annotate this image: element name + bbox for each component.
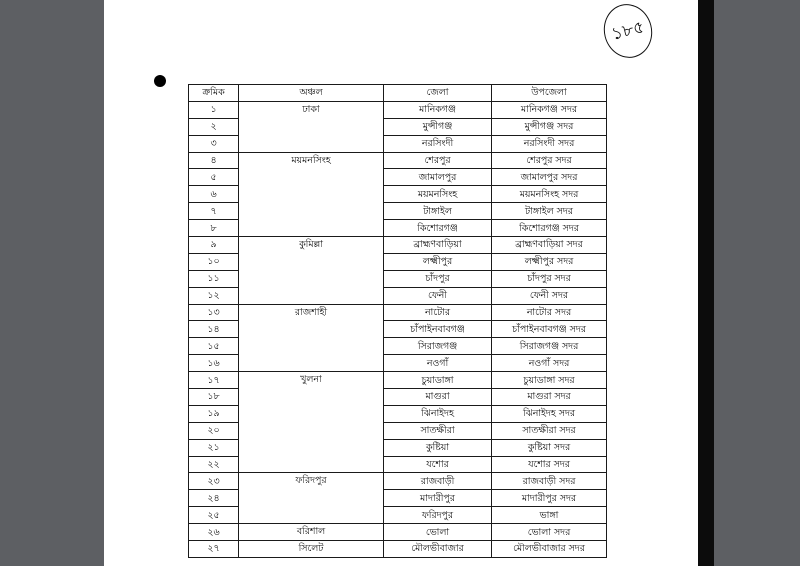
district-cell: যশোর [384,456,492,473]
upazila-cell: চুয়াডাঙ্গা সদর [492,372,607,389]
district-cell: মাদারীপুর [384,490,492,507]
serial-cell: ৪ [189,152,239,169]
district-cell: নরসিংদী [384,135,492,152]
upazila-cell: ভাঙ্গা [492,507,607,524]
district-cell: ফরিদপুর [384,507,492,524]
region-cell: বরিশাল [239,524,384,541]
serial-cell: ১৬ [189,355,239,372]
table-row [189,372,607,389]
upazila-cell: টাঙ্গাইল সদর [492,203,607,220]
district-cell: কিশোরগঞ্জ [384,220,492,237]
upazila-cell: ভোলা সদর [492,524,607,541]
serial-cell: ৯ [189,237,239,254]
district-cell: চুয়াডাঙ্গা [384,372,492,389]
upazila-cell: জামালপুর সদর [492,169,607,186]
table-header-row [189,85,607,102]
district-cell: লক্ষ্মীপুর [384,253,492,270]
district-cell: চাঁদপুর [384,270,492,287]
district-cell: কুষ্টিয়া [384,439,492,456]
upazila-cell: মৌলভীবাজার সদর [492,541,607,558]
upazila-cell: ময়মনসিংহ সদর [492,186,607,203]
district-cell: শেরপুর [384,152,492,169]
serial-cell: ২৫ [189,507,239,524]
serial-cell: ২০ [189,422,239,439]
table-row [189,101,607,118]
header-district: জেলা [384,85,492,102]
upazila-cell: ঝিনাইদহ সদর [492,405,607,422]
serial-cell: ১৪ [189,321,239,338]
district-cell: নওগাঁ [384,355,492,372]
district-cell: মৌলভীবাজার [384,541,492,558]
serial-cell: ২৭ [189,541,239,558]
serial-cell: ১৩ [189,304,239,321]
page-number-stamp: ১৮৫ [598,0,658,63]
upazila-cell: নওগাঁ সদর [492,355,607,372]
table-row [189,237,607,254]
serial-cell: ৩ [189,135,239,152]
upazila-cell: চাঁদপুর সদর [492,270,607,287]
district-cell: সাতক্ষীরা [384,422,492,439]
serial-cell: ১৯ [189,405,239,422]
region-cell: রাজশাহী [239,304,384,372]
district-cell: ফেনী [384,287,492,304]
table-row [189,473,607,490]
upazila-cell: চাঁপাইনবাবগঞ্জ সদর [492,321,607,338]
district-cell: মাগুরা [384,389,492,406]
serial-cell: ২৩ [189,473,239,490]
upazila-cell: মাগুরা সদর [492,389,607,406]
region-cell: ময়মনসিংহ [239,152,384,236]
bullet-mark [154,75,166,87]
region-cell: ঢাকা [239,101,384,152]
table-row [189,541,607,558]
table-row [189,524,607,541]
serial-cell: ১১ [189,270,239,287]
serial-cell: ২৬ [189,524,239,541]
district-cell: মানিকগঞ্জ [384,101,492,118]
serial-cell: ১২ [189,287,239,304]
region-cell: সিলেট [239,541,384,558]
district-cell: ভোলা [384,524,492,541]
district-cell: জামালপুর [384,169,492,186]
serial-cell: ১৮ [189,389,239,406]
upazila-cell: ফেনী সদর [492,287,607,304]
serial-cell: ২১ [189,439,239,456]
district-upazila-table [188,84,607,558]
upazila-cell: নরসিংদী সদর [492,135,607,152]
serial-cell: ২৪ [189,490,239,507]
serial-cell: ১৭ [189,372,239,389]
district-cell: ময়মনসিংহ [384,186,492,203]
district-cell: টাঙ্গাইল [384,203,492,220]
serial-cell: ৭ [189,203,239,220]
district-cell: ব্রাহ্মণবাড়িয়া [384,237,492,254]
serial-cell: ২ [189,118,239,135]
district-cell: নাটোর [384,304,492,321]
serial-cell: ৫ [189,169,239,186]
region-cell: ফরিদপুর [239,473,384,524]
serial-cell: ১০ [189,253,239,270]
upazila-cell: ব্রাহ্মণবাড়িয়া সদর [492,237,607,254]
upazila-cell: যশোর সদর [492,456,607,473]
serial-cell: ১৫ [189,338,239,355]
district-cell: চাঁপাইনবাবগঞ্জ [384,321,492,338]
serial-cell: ১ [189,101,239,118]
district-cell: রাজবাড়ী [384,473,492,490]
region-cell: খুলনা [239,372,384,473]
header-serial: ক্রমিক [189,85,239,102]
upazila-cell: মাদারীপুর সদর [492,490,607,507]
upazila-cell: রাজবাড়ী সদর [492,473,607,490]
district-cell: ঝিনাইদহ [384,405,492,422]
header-region: অঞ্চল [239,85,384,102]
district-cell: মুন্সীগঞ্জ [384,118,492,135]
table-row [189,304,607,321]
upazila-cell: কুষ্টিয়া সদর [492,439,607,456]
upazila-cell: শেরপুর সদর [492,152,607,169]
district-cell: সিরাজগঞ্জ [384,338,492,355]
region-cell: কুমিল্লা [239,237,384,305]
upazila-cell: কিশোরগঞ্জ সদর [492,220,607,237]
table-body [189,101,607,557]
header-upazila: উপজেলা [492,85,607,102]
upazila-cell: সাতক্ষীরা সদর [492,422,607,439]
page-edge-shadow [698,0,714,566]
serial-cell: ২২ [189,456,239,473]
table-row [189,152,607,169]
upazila-cell: সিরাজগঞ্জ সদর [492,338,607,355]
serial-cell: ৮ [189,220,239,237]
upazila-cell: মানিকগঞ্জ সদর [492,101,607,118]
upazila-cell: লক্ষ্মীপুর সদর [492,253,607,270]
upazila-cell: নাটোর সদর [492,304,607,321]
upazila-cell: মুন্সীগঞ্জ সদর [492,118,607,135]
serial-cell: ৬ [189,186,239,203]
